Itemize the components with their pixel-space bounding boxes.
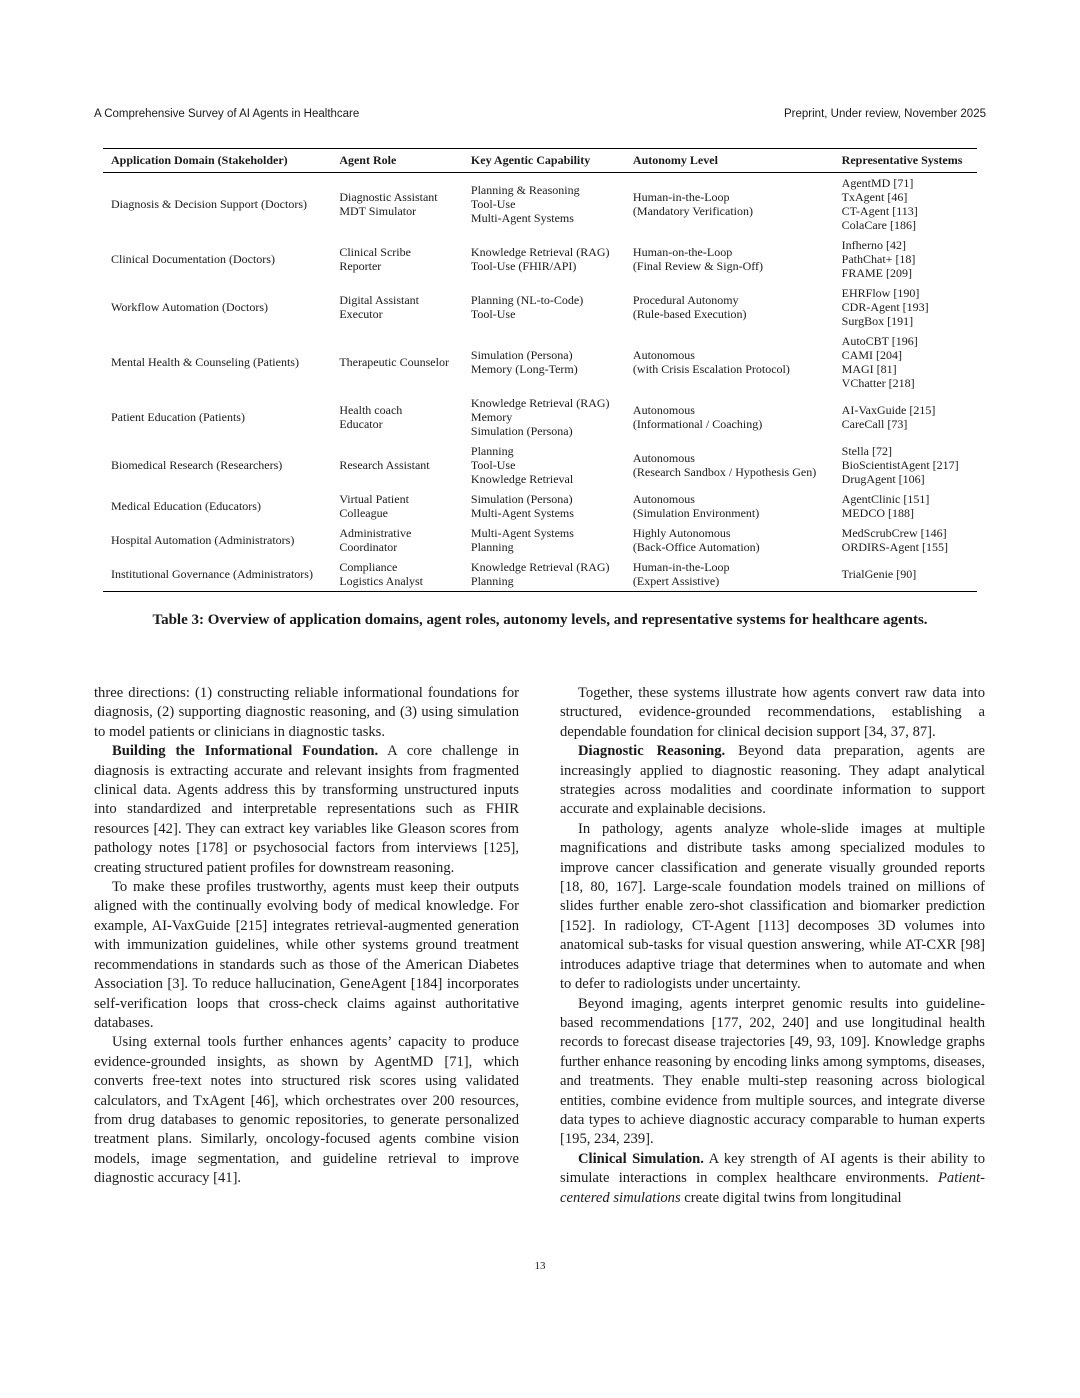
cell-systems xyxy=(834,173,977,236)
cell-systems-line: MEDCO [188] xyxy=(841,506,914,520)
cell-systems-line: Infherno [42] xyxy=(841,238,906,252)
cell-autonomy-line: Autonomous xyxy=(632,492,695,506)
cell-capability-line: Tool-Use xyxy=(470,307,516,321)
cell-role xyxy=(331,173,463,236)
cell-role-line: Coordinator xyxy=(339,540,398,554)
cell-systems xyxy=(834,557,977,592)
cell-systems xyxy=(834,235,977,283)
cell-role-line: Colleague xyxy=(339,506,388,520)
cell-systems-line: BioScientistAgent [217] xyxy=(841,458,959,472)
cell-role-line: Reporter xyxy=(339,259,382,273)
table-row xyxy=(103,523,977,557)
cell-role-line: Administrative xyxy=(339,526,412,540)
cell-autonomy xyxy=(625,283,834,331)
cell-role-line: Research Assistant xyxy=(339,458,430,472)
cell-systems-line: Stella [72] xyxy=(841,444,892,458)
col-header-domain: Application Domain (Stakeholder) xyxy=(103,149,331,173)
cell-autonomy-line: Autonomous xyxy=(632,348,695,362)
table-row xyxy=(103,441,977,489)
cell-autonomy-line: Procedural Autonomy xyxy=(632,293,739,307)
cell-autonomy-line: (Back-Office Automation) xyxy=(632,540,760,554)
cell-systems xyxy=(834,393,977,441)
cell-systems-line: CT-Agent [113] xyxy=(841,204,918,218)
paragraph: To make these profiles trustworthy, agents must keep their outputs aligned with the continually evolving body of medical knowledge. For example, AI-VaxGuide [215] integrates retrieval-augmented generation with immunization guidelines, while other systems ground treatment recommendations in standards such as those of the American Diabetes Association [3]. To reduce hallucination, GeneAgent [184] incorporates self-verification loops that cross-check claims against authoritative databases. xyxy=(94,879,519,1031)
table-row xyxy=(103,331,977,393)
cell-domain: Hospital Automation (Administrators) xyxy=(111,533,295,547)
cell-autonomy-line: Autonomous xyxy=(632,403,695,417)
table-row xyxy=(103,235,977,283)
cell-domain: Institutional Governance (Administrators) xyxy=(103,557,331,592)
cell-role xyxy=(331,283,463,331)
header-venue: Preprint, Under review, November 2025 xyxy=(784,108,986,120)
cell-systems-line: CDR-Agent [193] xyxy=(841,300,929,314)
cell-capability-line: Planning xyxy=(470,574,514,588)
cell-capability xyxy=(463,393,625,441)
cell-role-line: Logistics Analyst xyxy=(339,574,423,588)
cell-systems-line: CAMI [204] xyxy=(841,348,902,362)
cell-role-line: Clinical Scribe xyxy=(339,245,411,259)
cell-autonomy xyxy=(625,489,834,523)
paragraph-text: A key strength of AI agents is their ability to simulate interactions in complex healthcare environments. xyxy=(560,1150,985,1187)
cell-capability-line: Planning (NL-to-Code) xyxy=(470,293,584,307)
cell-autonomy-line: Human-on-the-Loop xyxy=(632,245,733,259)
paragraph: In pathology, agents analyze whole-slide images at multiple magnifications and distribute tasks among specialized modules to improve cancer classification and generate visually grounded reports [18, 80, 167]. Large-scale foundation models trained on millions of slides further enable zero-shot classification and biomarker prediction [152]. In radiology, CT-Agent [113] decomposes 3D volumes into anatomical sub-tasks for visual question answering, while AT-CXR [98] introduces adaptive triage that determines when to automate and when to defer to radiologists under uncertainty. xyxy=(560,820,985,993)
cell-autonomy-line: (Mandatory Verification) xyxy=(632,204,753,218)
cell-autonomy-line: (Informational / Coaching) xyxy=(632,417,763,431)
paragraph: Together, these systems illustrate how agents convert raw data into structured, evidence-grounded recommendations, establishing a dependable foundation for clinical decision support [34, 37, 87]. xyxy=(560,685,985,740)
table-row xyxy=(103,283,977,331)
paragraph xyxy=(560,1150,985,1208)
cell-capability xyxy=(463,489,625,523)
cell-autonomy xyxy=(625,523,834,557)
cell-capability-line: Knowledge Retrieval xyxy=(470,472,574,486)
cell-capability-line: Planning xyxy=(470,444,514,458)
col-header-autonomy: Autonomy Level xyxy=(625,149,834,173)
cell-role-line: Virtual Patient xyxy=(339,492,409,506)
cell-role-line: Therapeutic Counselor xyxy=(339,355,449,369)
col-header-systems: Representative Systems xyxy=(834,149,977,173)
cell-systems-line: DrugAgent [106] xyxy=(841,472,925,486)
cell-systems xyxy=(834,331,977,393)
cell-autonomy-line: (Simulation Environment) xyxy=(632,506,760,520)
paragraph: Using external tools further enhances agents’ capacity to produce evidence-grounded insights, as shown by AgentMD [71], which converts free-text notes into structured risk scores using validated calculators, and TxAgent [46], which orchestrates over 200 resources, from drug databases to genomic repositories, to generate personalized treatment plans. Similarly, oncology-focused agents combine vision models, image segmentation, and guideline retrieval to improve diagnostic accuracy [41]. xyxy=(94,1034,519,1187)
cell-autonomy-line: Highly Autonomous xyxy=(632,526,731,540)
cell-systems-line: VChatter [218] xyxy=(841,376,915,390)
cell-capability-line: Planning & Reasoning xyxy=(470,183,580,197)
cell-capability xyxy=(463,523,625,557)
cell-role-line: Compliance xyxy=(339,560,398,574)
cell-systems-line: SurgBox [191] xyxy=(841,314,914,328)
cell-autonomy xyxy=(625,441,834,489)
header-title: A Comprehensive Survey of AI Agents in Healthcare xyxy=(94,108,360,120)
cell-capability-line: Tool-Use xyxy=(470,197,516,211)
cell-systems-line: MAGI [81] xyxy=(841,362,897,376)
col-header-capability: Key Agentic Capability xyxy=(463,149,625,173)
cell-autonomy-line: (with Crisis Escalation Protocol) xyxy=(632,362,790,376)
cell-capability xyxy=(463,173,625,236)
cell-role xyxy=(331,235,463,283)
cell-autonomy-line: Human-in-the-Loop xyxy=(632,560,730,574)
cell-capability-line: Simulation (Persona) xyxy=(470,424,573,438)
cell-autonomy-line: (Research Sandbox / Hypothesis Gen) xyxy=(632,465,817,479)
cell-capability-line: Knowledge Retrieval (RAG) xyxy=(470,396,610,410)
cell-autonomy xyxy=(625,393,834,441)
cell-systems-line: AgentMD [71] xyxy=(841,176,914,190)
table-row xyxy=(103,489,977,523)
cell-systems-line: MedScrubCrew [146] xyxy=(841,526,947,540)
cell-capability xyxy=(463,557,625,592)
cell-systems xyxy=(834,441,977,489)
page-number: 13 xyxy=(534,1260,546,1272)
cell-role-line: Digital Assistant xyxy=(339,293,419,307)
cell-role xyxy=(331,441,463,489)
cell-capability-line: Knowledge Retrieval (RAG) xyxy=(470,245,610,259)
cell-systems-line: AI-VaxGuide [215] xyxy=(841,403,936,417)
cell-autonomy-line: Human-in-the-Loop xyxy=(632,190,730,204)
cell-capability-line: Memory (Long-Term) xyxy=(470,362,578,376)
cell-capability-line: Simulation (Persona) xyxy=(470,492,573,506)
section-heading: Diagnostic Reasoning. xyxy=(578,743,726,760)
paragraph xyxy=(94,742,519,878)
cell-systems xyxy=(834,523,977,557)
cell-autonomy-line: (Rule-based Execution) xyxy=(632,307,747,321)
section-heading: Clinical Simulation. xyxy=(578,1150,704,1167)
cell-capability-line: Tool-Use xyxy=(470,458,516,472)
cell-capability-line: Multi-Agent Systems xyxy=(470,526,574,540)
cell-capability xyxy=(463,283,625,331)
paragraph: Beyond imaging, agents interpret genomic results into guideline-based recommendations [177, 202, 240] and use longitudinal health records to forecast disease trajectories [49, 93, 109]. Knowledge graphs further enhance reasoning by encoding links among symptoms, diseases, and treatments. They enable multi-step reasoning across biological entities, combine evidence from multiple sources, and integrate diverse data types to achieve diagnostic accuracy comparable to human experts [195, 234, 239]. xyxy=(560,995,985,1148)
paragraph-text: A core challenge in diagnosis is extracting accurate and relevant insights from fragmented clinical data. Agents address this by transforming unstructured inputs into standardized and interpretable representations such as FHIR resources [42]. They can extract key variables like Gleason scores from pathology notes [178] or psychosocial factors from interviews [125], creating structured patient profiles for downstream reasoning. xyxy=(94,743,519,876)
cell-role xyxy=(331,523,463,557)
table-row xyxy=(103,393,977,441)
cell-capability-line: Simulation (Persona) xyxy=(470,348,573,362)
col-header-role: Agent Role xyxy=(331,149,463,173)
cell-role xyxy=(331,557,463,592)
cell-systems-line: CareCall [73] xyxy=(841,417,908,431)
cell-capability xyxy=(463,331,625,393)
cell-domain: Clinical Documentation (Doctors) xyxy=(111,252,275,266)
cell-domain: Diagnosis & Decision Support (Doctors) xyxy=(111,197,307,211)
cell-systems-line: ColaCare [186] xyxy=(841,218,916,232)
cell-autonomy-line: (Expert Assistive) xyxy=(632,574,720,588)
cell-capability xyxy=(463,441,625,489)
cell-domain: Medical Education (Educators) xyxy=(111,499,261,513)
cell-systems xyxy=(834,489,977,523)
section-heading: Building the Informational Foundation. xyxy=(112,743,379,760)
overview-table xyxy=(103,148,977,592)
table-row xyxy=(103,173,977,236)
paragraph xyxy=(560,742,985,820)
cell-role-line: MDT Simulator xyxy=(339,204,417,218)
table-header-row xyxy=(103,149,977,173)
running-header xyxy=(94,108,986,120)
cell-systems-line: EHRFlow [190] xyxy=(841,286,920,300)
cell-capability-line: Multi-Agent Systems xyxy=(470,211,574,225)
cell-role-line: Executor xyxy=(339,307,383,321)
cell-role xyxy=(331,489,463,523)
cell-domain: Mental Health & Counseling (Patients) xyxy=(111,355,299,369)
left-column xyxy=(94,684,519,1189)
right-column xyxy=(560,684,985,1208)
cell-role-line: Health coach xyxy=(339,403,403,417)
cell-systems-line: TxAgent [46] xyxy=(841,190,908,204)
cell-autonomy xyxy=(625,331,834,393)
cell-systems xyxy=(834,283,977,331)
table-caption: Table 3: Overview of application domains, agent roles, autonomy levels, and representative systems for healthcare agents. xyxy=(152,612,928,628)
cell-domain: Workflow Automation (Doctors) xyxy=(111,300,269,314)
cell-role xyxy=(331,393,463,441)
paragraph: three directions: (1) constructing reliable informational foundations for diagnosis, (2) supporting diagnostic reasoning, and (3) using simulation to model patients or clinicians in diagnostic tasks. xyxy=(94,685,519,740)
cell-autonomy-line: Autonomous xyxy=(632,451,695,465)
cell-systems-line: ORDIRS-Agent [155] xyxy=(841,540,948,554)
cell-systems-line: TrialGenie [90] xyxy=(841,567,917,581)
cell-role-line: Educator xyxy=(339,417,383,431)
cell-autonomy xyxy=(625,235,834,283)
cell-systems-line: FRAME [209] xyxy=(841,266,913,280)
emphasis-text: Patient-centered simulations xyxy=(560,1170,985,1206)
cell-capability xyxy=(463,235,625,283)
paragraph-text: Beyond data preparation, agents are increasingly applied to diagnostic reasoning. They adapt analytical strategies across modalities and coordinate information to support accurate and explainable decisions. xyxy=(560,743,985,818)
cell-capability-line: Multi-Agent Systems xyxy=(470,506,574,520)
cell-systems-line: AutoCBT [196] xyxy=(841,334,918,348)
cell-domain: Patient Education (Patients) xyxy=(111,410,245,424)
cell-role xyxy=(331,331,463,393)
cell-capability-line: Memory xyxy=(470,410,513,424)
cell-autonomy xyxy=(625,173,834,236)
cell-capability-line: Knowledge Retrieval (RAG) xyxy=(470,560,610,574)
paragraph-text: create digital twins from longitudinal xyxy=(680,1189,902,1206)
cell-systems-line: AgentClinic [151] xyxy=(841,492,930,506)
table-body xyxy=(103,173,977,592)
cell-capability-line: Tool-Use (FHIR/API) xyxy=(470,259,577,273)
table-row xyxy=(103,557,977,592)
cell-role-line: Diagnostic Assistant xyxy=(339,190,438,204)
cell-autonomy-line: (Final Review & Sign-Off) xyxy=(632,259,764,273)
cell-autonomy xyxy=(625,557,834,592)
cell-capability-line: Planning xyxy=(470,540,514,554)
cell-domain: Biomedical Research (Researchers) xyxy=(111,458,283,472)
cell-systems-line: PathChat+ [18] xyxy=(841,252,916,266)
